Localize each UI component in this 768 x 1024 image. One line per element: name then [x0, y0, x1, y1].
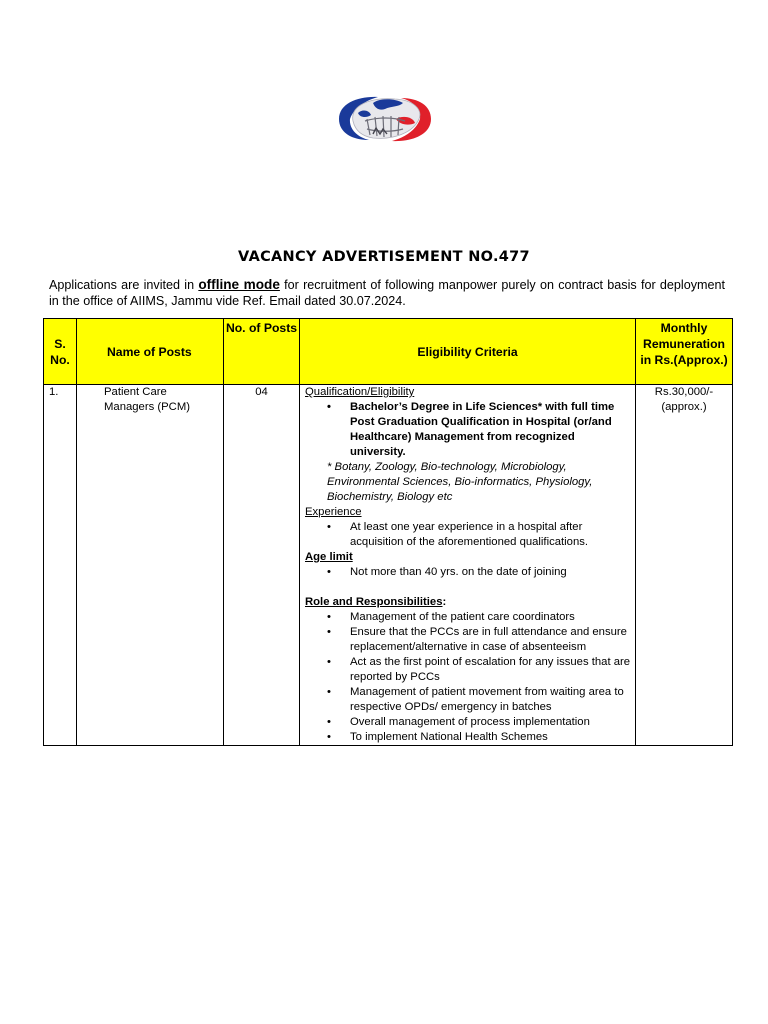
intro-paragraph — [49, 277, 725, 309]
header-eligibility-criteria: Eligibility Criteria — [300, 319, 636, 385]
roles-list — [305, 610, 631, 745]
header-monthly-remuneration: Monthly Remuneration in Rs.(Approx.) — [636, 319, 733, 385]
list-item: • Act as the first point of escalation for any issues that are reported by PCCs — [305, 655, 631, 685]
age-limit-heading: Age limit — [305, 551, 353, 563]
list-item: • Bachelor’s Degree in Life Sciences* with full time Post Graduation Qualification in Hospital (or/and Healthcare) Management from recognized university. — [305, 400, 631, 460]
intro-text-before: Applications are invited in — [49, 278, 199, 292]
header-post-name: Name of Posts — [77, 319, 224, 385]
roles-heading-line — [305, 595, 631, 610]
list-item: • At least one year experience in a hospital after acquisition of the aforementioned qualifications. — [305, 520, 631, 550]
application-mode: offline mode — [198, 277, 280, 292]
post-name-cell: Patient Care Managers (PCM) — [77, 385, 224, 746]
list-item: • To implement National Health Schemes — [305, 730, 631, 745]
roles-heading-colon: : — [442, 596, 447, 608]
roles-heading: Role and Responsibilities — [305, 596, 443, 608]
list-item: • Ensure that the PCCs are in full attendance and ensure replacement/alternative in case of absenteeism — [305, 625, 631, 655]
eligibility-criteria-cell — [300, 385, 636, 746]
qualification-heading: Qualification/Eligibility — [305, 386, 415, 398]
header-number-of-posts: No. of Posts — [224, 319, 300, 385]
list-item: • Overall management of process implementation — [305, 715, 631, 730]
table-row — [44, 385, 733, 746]
qualification-note: * Botany, Zoology, Bio-technology, Microbiology, Environmental Sciences, Bio-informatics, Physiology, Biochemistry, Biology etc — [327, 461, 593, 503]
experience-heading: Experience — [305, 506, 362, 518]
advertisement-title: VACANCY ADVERTISEMENT NO.477 — [238, 249, 530, 265]
list-item: • Management of patient movement from waiting area to respective OPDs/ emergency in batches — [305, 685, 631, 715]
experience-list — [305, 520, 631, 550]
number-of-posts-cell: 04 — [224, 385, 300, 746]
table-header-row — [44, 319, 733, 385]
remuneration-cell: Rs.30,000/- (approx.) — [636, 385, 733, 746]
vacancy-table — [43, 318, 733, 746]
organization-logo-icon — [333, 93, 437, 145]
serial-number-cell: 1. — [44, 385, 77, 746]
qualification-list — [305, 400, 631, 460]
intro-text-after: for recruitment of following manpower purely on contract basis for deployment in the office of AIIMS, Jammu vide Ref. Email dated 30.07.2024. — [49, 278, 726, 308]
list-item: • Not more than 40 yrs. on the date of joining — [305, 565, 631, 580]
list-item: • Management of the patient care coordinators — [305, 610, 631, 625]
header-serial-number: S. No. — [44, 319, 77, 385]
age-limit-list — [305, 565, 631, 580]
